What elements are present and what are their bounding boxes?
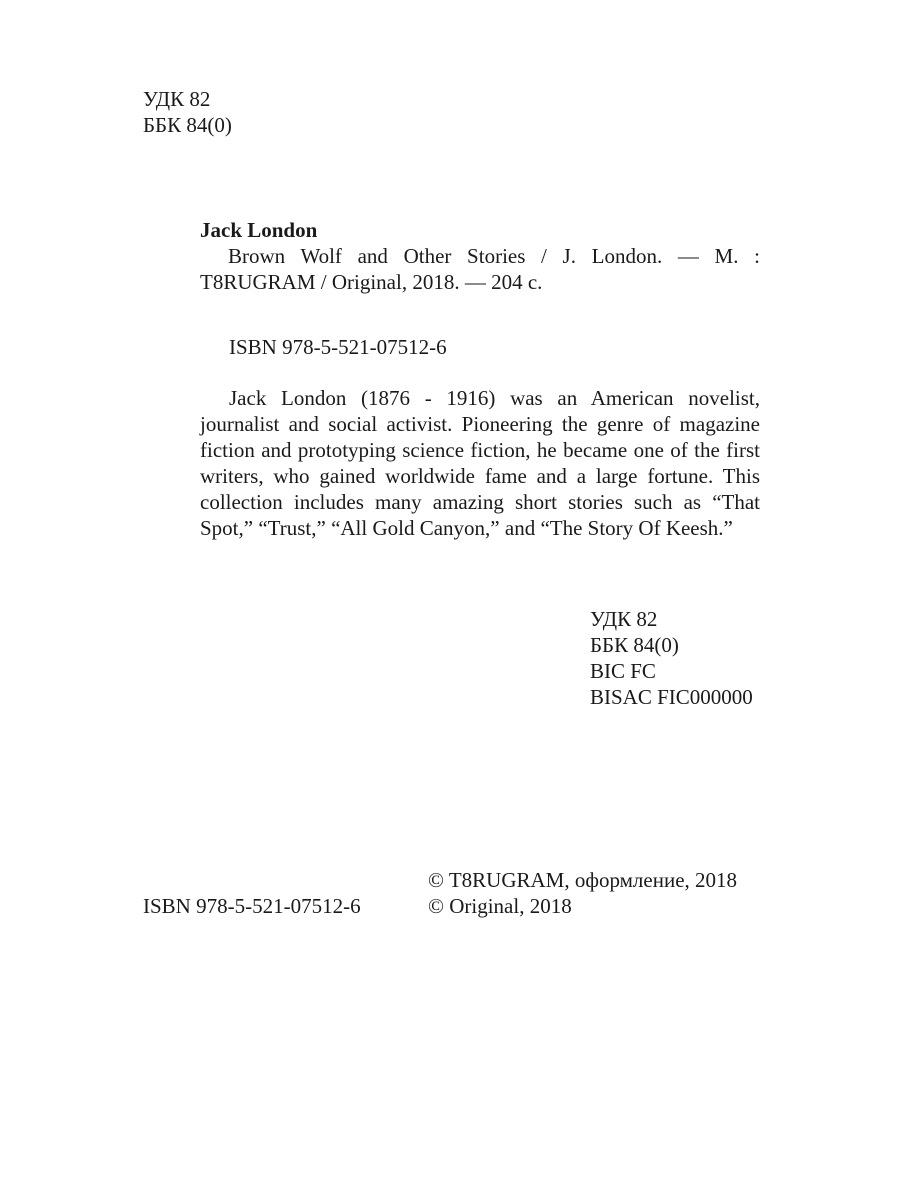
bbk-code: ББК 84(0): [590, 633, 679, 657]
bibliographic-record: [200, 217, 760, 295]
copyright-line: © T8RUGRAM, оформление, 2018: [428, 868, 738, 892]
isbn-number: ISBN 978-5-521-07512-6: [229, 335, 447, 359]
copyright-line: © Original, 2018: [428, 894, 572, 918]
classification-codes-top: [143, 86, 232, 138]
bbk-code: ББК 84(0): [143, 113, 232, 137]
annotation-text: Jack London (1876 - 1916) was an American novelist, journalist and social activist. Pioneering the genre of magazine fiction and prototyping science fiction, he became one of the first writers, who gained worldwide fame and a large fortune. This collection includes many amazing short stories such as “That Spot,” “Trust,” “All Gold Canyon,” and “The Story Of Keesh.”: [200, 386, 760, 540]
bibliographic-description: Brown Wolf and Other Stories / J. London. — M. : T8RUGRAM / Original, 2018. — 204 c.: [200, 244, 760, 294]
bisac-code: BISAC FIC000000: [590, 685, 753, 709]
copyright-notice: [428, 867, 737, 919]
classification-codes-right: [590, 606, 753, 710]
isbn-number: ISBN 978-5-521-07512-6: [143, 894, 361, 918]
annotation: [200, 385, 760, 541]
udk-code: УДК 82: [143, 87, 211, 111]
author-name: Jack London: [200, 218, 318, 242]
isbn-footer: [143, 893, 361, 919]
isbn-line: [229, 334, 447, 360]
udk-code: УДК 82: [590, 607, 658, 631]
bic-code: BIC FC: [590, 659, 656, 683]
